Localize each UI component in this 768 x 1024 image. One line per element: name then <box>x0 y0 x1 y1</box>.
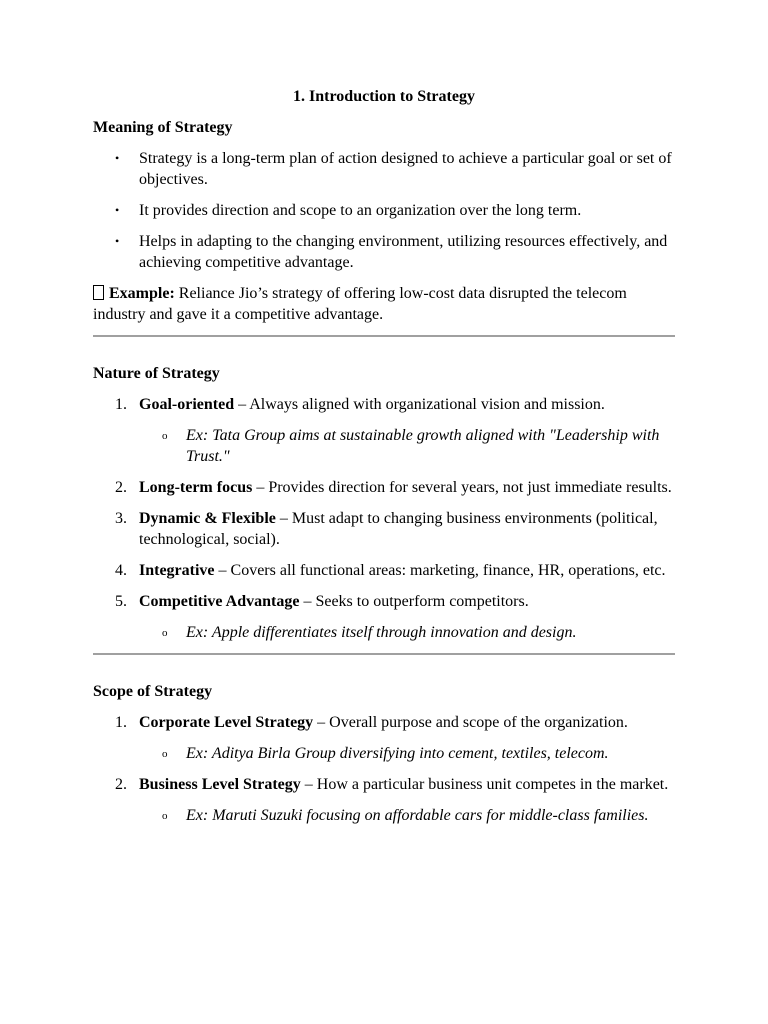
nature-list <box>93 394 675 643</box>
bullet-text: Helps in adapting to the changing environment, utilizing resources effectively, and achieving competitive advantage. <box>139 233 668 271</box>
section-divider <box>93 335 675 337</box>
example-sub-item <box>93 743 675 764</box>
item-term: Long-term focus <box>139 479 253 496</box>
bullet-marker: • <box>115 151 120 165</box>
example-text: Ex: Aditya Birla Group diversifying into cement, textiles, telecom. <box>186 745 609 762</box>
section-divider <box>93 653 675 655</box>
meaning-heading: Meaning of Strategy <box>93 119 233 136</box>
item-number: 5. <box>115 593 127 610</box>
list-item <box>93 712 675 764</box>
example-sub-item <box>93 622 675 643</box>
meaning-bullet-list <box>93 148 675 273</box>
item-term: Goal-oriented <box>139 396 235 413</box>
item-number: 4. <box>115 562 127 579</box>
example-text: Ex: Apple differentiates itself through innovation and design. <box>186 624 577 641</box>
item-number: 1. <box>115 714 127 731</box>
item-number: 2. <box>115 479 127 496</box>
scope-heading: Scope of Strategy <box>93 683 213 700</box>
list-item <box>93 477 675 498</box>
example-label: Example: <box>109 285 175 302</box>
item-description: – Seeks to outperform competitors. <box>299 593 529 610</box>
bullet-marker: • <box>115 203 120 217</box>
nature-heading: Nature of Strategy <box>93 365 220 382</box>
example-text: Ex: Maruti Suzuki focusing on affordable cars for middle-class families. <box>186 807 649 824</box>
example-text: Ex: Tata Group aims at sustainable growth aligned with "Leadership with Trust." <box>186 427 660 465</box>
bullet-text: It provides direction and scope to an organization over the long term. <box>139 202 582 219</box>
list-item <box>93 560 675 581</box>
item-term: Dynamic & Flexible <box>139 510 276 527</box>
list-item <box>93 200 675 221</box>
item-number: 3. <box>115 510 127 527</box>
item-description: – Always aligned with organizational vision and mission. <box>234 396 605 413</box>
list-item <box>93 591 675 643</box>
bullet-text: Strategy is a long-term plan of action designed to achieve a particular goal or set of objectives. <box>139 150 672 188</box>
list-item <box>93 148 675 190</box>
item-number: 1. <box>115 396 127 413</box>
item-description: – How a particular business unit competes in the market. <box>300 776 669 793</box>
bullet-marker: • <box>115 234 120 248</box>
document-title: 1. Introduction to Strategy <box>293 88 475 105</box>
scope-list <box>93 712 675 826</box>
list-item <box>93 231 675 273</box>
item-term: Business Level Strategy <box>139 776 301 793</box>
example-paragraph <box>93 283 675 325</box>
missing-glyph-icon <box>93 285 104 300</box>
item-description: – Covers all functional areas: marketing, finance, HR, operations, etc. <box>214 562 666 579</box>
item-term: Integrative <box>139 562 215 579</box>
sub-bullet-marker: o <box>162 810 168 822</box>
sub-bullet-marker: o <box>162 627 168 639</box>
item-description: – Provides direction for several years, not just immediate results. <box>252 479 672 496</box>
list-item <box>93 508 675 550</box>
item-description: – Overall purpose and scope of the organization. <box>313 714 628 731</box>
item-description: – Must adapt to changing business environments (political, technological, social). <box>139 510 658 548</box>
sub-bullet-marker: o <box>162 748 168 760</box>
document-page <box>93 86 675 836</box>
item-term: Corporate Level Strategy <box>139 714 314 731</box>
item-term: Competitive Advantage <box>139 593 300 610</box>
sub-bullet-marker: o <box>162 430 168 442</box>
list-item <box>93 774 675 826</box>
item-number: 2. <box>115 776 127 793</box>
example-sub-item <box>93 805 675 826</box>
list-item <box>93 394 675 467</box>
example-sub-item <box>93 425 675 467</box>
example-text: Reliance Jio’s strategy of offering low-cost data disrupted the telecom industry and gave it a competitive advantage. <box>93 285 627 323</box>
